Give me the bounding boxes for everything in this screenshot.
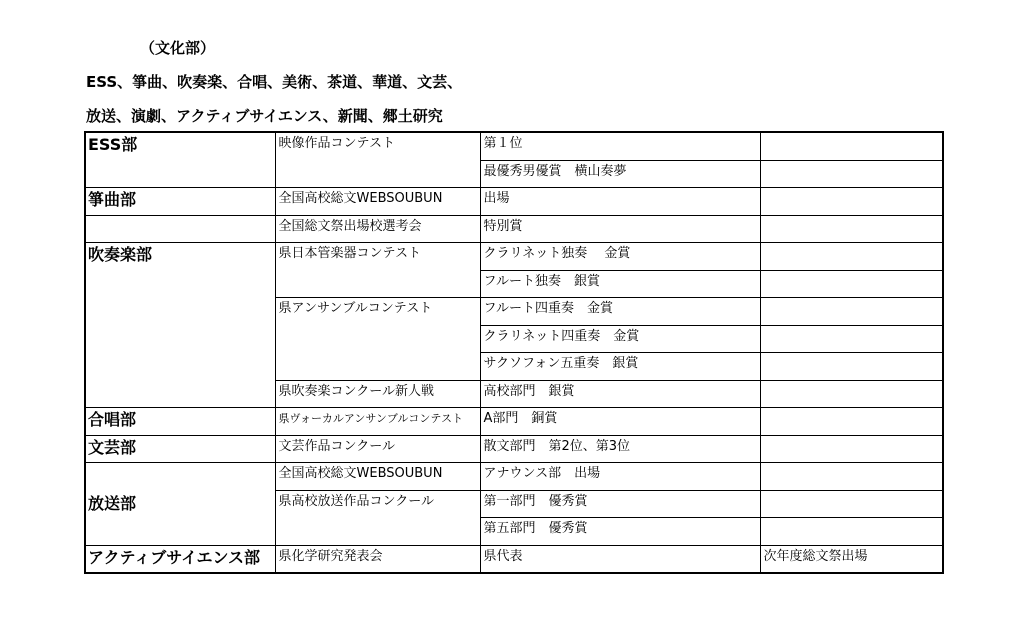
note-cell bbox=[760, 435, 943, 463]
club-name-literature: 文芸部 bbox=[85, 435, 275, 463]
table-row bbox=[85, 435, 943, 463]
result-cell: 県代表 bbox=[480, 545, 760, 573]
result-cell: A部門 銅賞 bbox=[480, 408, 760, 436]
contest-name: 県アンサンブルコンテスト bbox=[275, 298, 480, 381]
contest-name: 全国総文祭出場校選考会 bbox=[275, 215, 480, 243]
result-cell: 最優秀男優賞 横山奏夢 bbox=[480, 160, 760, 188]
result-cell: フルート四重奏 金賞 bbox=[480, 298, 760, 326]
result-cell: アナウンス部 出場 bbox=[480, 463, 760, 491]
table-row bbox=[85, 408, 943, 436]
section-title: （文化部） bbox=[140, 39, 216, 57]
contest-name: 文芸作品コンクール bbox=[275, 435, 480, 463]
note-cell bbox=[760, 243, 943, 271]
club-list-line-1: ESS、箏曲、吹奏楽、合唱、美術、茶道、華道、文芸、 bbox=[86, 73, 463, 91]
contest-name: 県吹奏楽コンクール新人戦 bbox=[275, 380, 480, 408]
table-row bbox=[85, 188, 943, 216]
table-row bbox=[85, 545, 943, 573]
note-cell bbox=[760, 353, 943, 381]
note-cell bbox=[760, 298, 943, 326]
club-name-brass-band: 吹奏楽部 bbox=[85, 243, 275, 408]
result-cell: 散文部門 第2位、第3位 bbox=[480, 435, 760, 463]
note-cell bbox=[760, 380, 943, 408]
result-cell: クラリネット四重奏 金賞 bbox=[480, 325, 760, 353]
note-cell bbox=[760, 270, 943, 298]
note-cell bbox=[760, 215, 943, 243]
table-row bbox=[85, 215, 943, 243]
result-cell: 高校部門 銀賞 bbox=[480, 380, 760, 408]
result-cell: クラリネット独奏 金賞 bbox=[480, 243, 760, 271]
note-cell bbox=[760, 408, 943, 436]
result-cell: フルート独奏 銀賞 bbox=[480, 270, 760, 298]
note-cell bbox=[760, 490, 943, 518]
note-cell: 次年度総文祭出場 bbox=[760, 545, 943, 573]
club-name-active-science: アクティブサイエンス部 bbox=[85, 545, 275, 573]
result-cell: 第五部門 優秀賞 bbox=[480, 518, 760, 546]
note-cell bbox=[760, 518, 943, 546]
result-cell: 特別賞 bbox=[480, 215, 760, 243]
table-row bbox=[85, 132, 943, 160]
table-row bbox=[85, 243, 943, 271]
contest-name: 全国高校総文WEBSOUBUN bbox=[275, 188, 480, 216]
contest-name: 県日本管楽器コンテスト bbox=[275, 243, 480, 298]
contest-name: 県高校放送作品コンクール bbox=[275, 490, 480, 545]
note-cell bbox=[760, 160, 943, 188]
note-cell bbox=[760, 325, 943, 353]
result-cell: 第１位 bbox=[480, 132, 760, 160]
result-cell: サクソフォン五重奏 銀賞 bbox=[480, 353, 760, 381]
contest-name: 県化学研究発表会 bbox=[275, 545, 480, 573]
contest-name: 県ヴォーカルアンサンブルコンテスト bbox=[275, 408, 480, 436]
note-cell bbox=[760, 188, 943, 216]
table-row bbox=[85, 463, 943, 491]
contest-name: 全国高校総文WEBSOUBUN bbox=[275, 463, 480, 491]
club-name-chorus: 合唱部 bbox=[85, 408, 275, 436]
result-cell: 第一部門 優秀賞 bbox=[480, 490, 760, 518]
results-table bbox=[84, 131, 944, 574]
result-cell: 出場 bbox=[480, 188, 760, 216]
contest-name: 映像作品コンテスト bbox=[275, 132, 480, 188]
club-name-koto: 箏曲部 bbox=[85, 188, 275, 216]
note-cell bbox=[760, 132, 943, 160]
note-cell bbox=[760, 463, 943, 491]
club-name-ess: ESS部 bbox=[85, 132, 275, 188]
club-name-broadcasting: 放送部 bbox=[85, 463, 275, 546]
club-list-line-2: 放送、演劇、アクティブサイエンス、新聞、郷土研究 bbox=[86, 107, 443, 125]
club-name-empty bbox=[85, 215, 275, 243]
